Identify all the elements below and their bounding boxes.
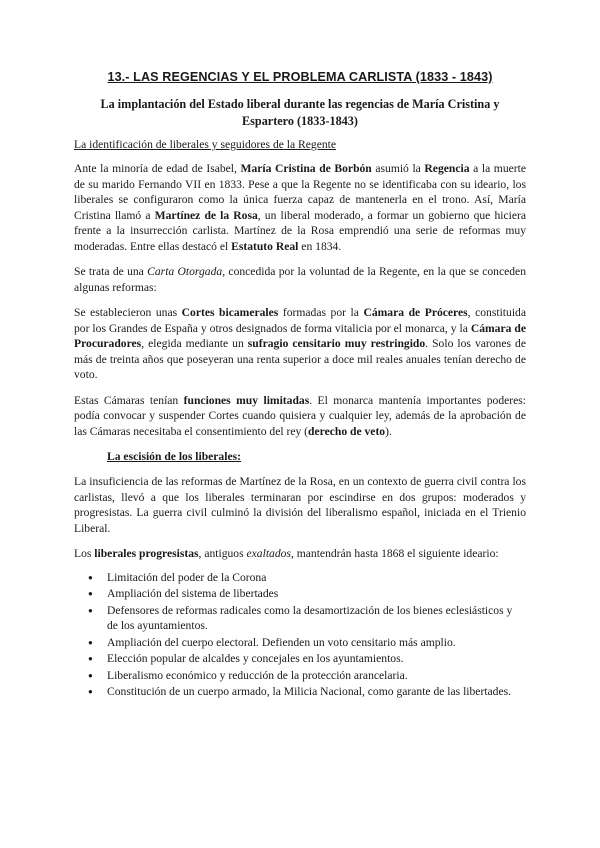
bold-term: Cortes bicamerales [181, 306, 279, 319]
list-item: ● Ampliación del cuerpo electoral. Defienden un voto censitario más amplio. [88, 635, 456, 649]
list-item: ● Ampliación del sistema de libertades [88, 587, 279, 600]
ideario-list [74, 570, 526, 700]
bullet-icon: ● [88, 589, 93, 598]
bullet-icon: ● [88, 687, 93, 696]
bold-term: sufragio censitario muy restringido [247, 337, 426, 350]
bold-term: Cámara de Procuradores [74, 321, 526, 350]
section-heading-escision: La escisión de los liberales: [107, 450, 241, 463]
list-item: ● Limitación del poder de la Corona [88, 570, 267, 584]
list-item: ● Defensores de reformas radicales como la desamortización de los bienes eclesiásticos y de los ayuntamientos. [88, 603, 513, 632]
paragraph-camaras: Estas Cámaras tenían funciones muy limitadas. El monarca mantenía importantes poderes: podía convocar y suspender Cortes cuando quisiera y cualquier ley, además de la aprobación de las Cámaras necesitaba el consentimiento del rey (derecho de veto). [74, 393, 527, 438]
bullet-icon: ● [88, 670, 93, 680]
bullet-icon: ● [88, 572, 93, 582]
bold-term: María Cristina de Borbón [240, 162, 372, 175]
paragraph-carta-otorgada: Se trata de una Carta Otorgada, concedida por la voluntad de la Regente, en la que se conceden algunas reformas: [74, 265, 526, 294]
paragraph-insuficiencia: La insuficiencia de las reformas de Martínez de la Rosa, en un contexto de guerra civil contra los carlistas, llevó a que los liberales terminaran por escindirse en dos grupos: moderados y progresistas. La guerra civil culminó la división del liberalismo español, iniciada en el Trienio Liberal. [74, 475, 526, 535]
paragraph-progresistas: Los liberales progresistas, antiguos exaltados, mantendrán hasta 1868 el siguiente ideario: [74, 547, 499, 560]
italic-term: exaltados [246, 547, 291, 560]
bold-term: Martínez de la Rosa [154, 208, 258, 222]
list-item: ● Liberalismo económico y reducción de la protección arancelaria. [88, 668, 408, 682]
list-item: ● Constitución de un cuerpo armado, la Milicia Nacional, como garante de las libertades. [88, 685, 512, 698]
italic-term: Carta Otorgada [147, 265, 223, 278]
bullet-icon: ● [88, 654, 93, 663]
section-heading-identificacion: La identificación de liberales y seguidores de la Regente [74, 138, 337, 151]
bold-term: funciones muy limitadas [183, 393, 310, 407]
bold-term: Estatuto Real [231, 239, 299, 253]
bullet-icon: ● [88, 637, 93, 647]
bold-term: derecho de veto [308, 424, 386, 438]
bold-term: Cámara de Próceres [363, 306, 468, 319]
bold-term: Regencia [424, 162, 470, 175]
section-subtitle: La implantación del Estado liberal durante las regencias de María Cristina y Espartero (1833-1843) [100, 97, 500, 128]
bold-term: liberales progresistas [94, 547, 199, 560]
document-page [74, 70, 526, 701]
page-title: 13.- LAS REGENCIAS Y EL PROBLEMA CARLISTA (1833 - 1843) [107, 70, 493, 84]
list-item: ● Elección popular de alcaldes y concejales en los ayuntamientos. [88, 652, 404, 665]
bullet-icon: ● [88, 605, 93, 615]
paragraph-cortes: Se establecieron unas Cortes bicamerales formadas por la Cámara de Próceres, constituida por los Grandes de España y otros designados de forma vitalicia por el monarca, y la Cámara de Procuradores, elegida mediante un sufragio censitario muy restringido. Solo los varones de más de treinta años que poseyeran una renta superior a doce mil reales anuales tenían derecho de voto. [74, 306, 526, 381]
paragraph-regencia: Ante la minoría de edad de Isabel, María Cristina de Borbón asumió la Regencia a la muerte de su marido Fernando VII en 1833. Pese a que la Regente no se identificaba con su ideario, los liberales se configuraron como la única fuerza capaz de mantenerla en el trono. Así, María Cristina llamó a Martínez de la Rosa, un liberal moderado, a formar un gobierno que hiciera frente a la insurrección carlista. Martínez de la Rosa emprendió una serie de reformas muy moderadas. Entre ellas destacó el Estatuto Real en 1834. [74, 162, 526, 253]
